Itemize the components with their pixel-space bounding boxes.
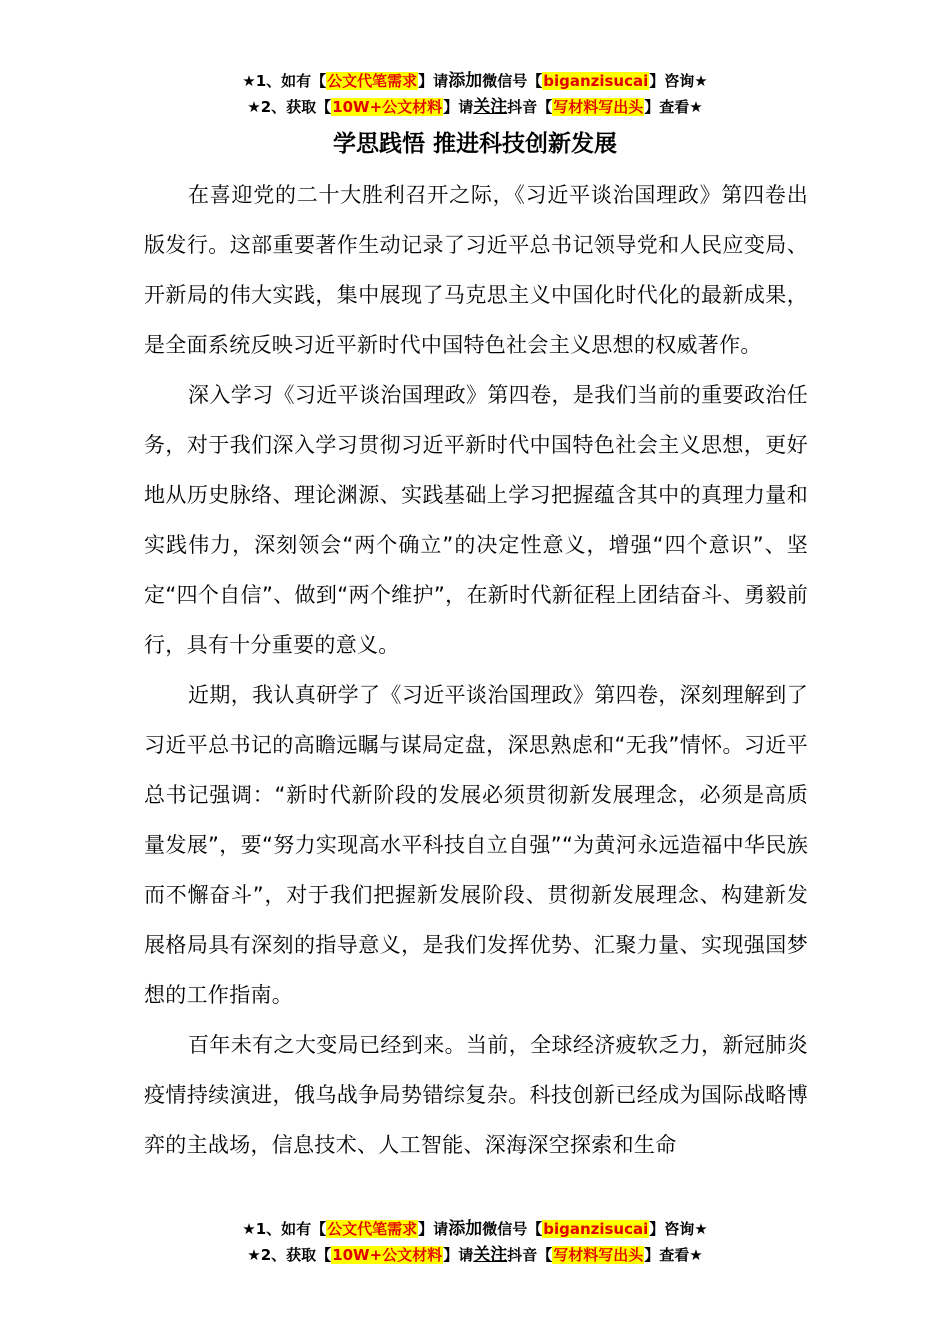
footer-line2-mid1: 】请 bbox=[443, 1246, 474, 1264]
footer-line2-mid2: 抖音【 bbox=[507, 1246, 553, 1264]
paragraph-3: 近期，我认真研学了《习近平谈治国理政》第四卷，深刻理解到了习近平总书记的高瞻远瞩与谋局定盘，深思熟虑和“无我”情怀。习近平总书记强调：“新时代新阶段的发展必须贯彻新发展理念，必须是高质量发展”，要“努力实现高水平科技自立自强”“为黄河永远造福中华民族而不懈奋斗”，对于我们把握新发展阶段、贯彻新发展理念、构建新发展格局具有深刻的指导意义，是我们发挥优势、汇聚力量、实现强国梦想的工作指南。 bbox=[144, 683, 808, 1007]
header-line2-highlight-materials: 10W+公文材料 bbox=[332, 98, 443, 116]
header-line1-highlight-wechat: biganzisucai bbox=[543, 72, 649, 90]
footer-line2-suffix: 】查看★ bbox=[644, 1246, 703, 1264]
footer-banner-line-2 bbox=[0, 1242, 950, 1268]
footer-line2-prefix: ★2、获取【 bbox=[247, 1246, 332, 1264]
header-line1-emphasis: 添加 bbox=[448, 71, 483, 91]
footer-line1-highlight-wechat: biganzisucai bbox=[543, 1220, 649, 1238]
header-line2-emphasis: 关注 bbox=[473, 97, 508, 117]
footer-line1-mid1: 】请 bbox=[418, 1220, 449, 1238]
document-title: 学思践悟 推进科技创新发展 bbox=[332, 131, 617, 157]
footer-line2-highlight-materials: 10W+公文材料 bbox=[332, 1246, 443, 1264]
header-banner-line-1 bbox=[0, 68, 950, 94]
footer-line1-prefix: ★1、如有【 bbox=[242, 1220, 327, 1238]
header-line2-mid2: 抖音【 bbox=[507, 98, 553, 116]
header-line2-mid1: 】请 bbox=[443, 98, 474, 116]
footer-line1-emphasis: 添加 bbox=[448, 1219, 483, 1239]
header-line1-highlight-service: 公文代笔需求 bbox=[327, 72, 418, 90]
paragraph-2: 深入学习《习近平谈治国理政》第四卷，是我们当前的重要政治任务，对于我们深入学习贯彻习近平新时代中国特色社会主义思想，更好地从历史脉络、理论渊源、实践基础上学习把握蕴含其中的真理力量和实践伟力，深刻领会“两个确立”的决定性意义，增强“四个意识”、坚定“四个自信”、做到“两个维护”，在新时代新征程上团结奋斗、勇毅前行，具有十分重要的意义。 bbox=[144, 383, 808, 657]
footer-line1-mid2: 微信号【 bbox=[482, 1220, 543, 1238]
footer-line1-highlight-service: 公文代笔需求 bbox=[327, 1220, 418, 1238]
paragraph-1: 在喜迎党的二十大胜利召开之际，《习近平谈治国理政》第四卷出版发行。这部重要著作生动记录了习近平总书记领导党和人民应变局、开新局的伟大实践，集中展现了马克思主义中国化时代化的最新成果，是全面系统反映习近平新时代中国特色社会主义思想的权威著作。 bbox=[144, 183, 808, 357]
footer-line2-highlight-douyin: 写材料写出头 bbox=[553, 1246, 644, 1264]
footer-banner bbox=[0, 1216, 950, 1268]
header-line2-highlight-douyin: 写材料写出头 bbox=[553, 98, 644, 116]
header-banner bbox=[0, 68, 950, 120]
header-line2-prefix: ★2、获取【 bbox=[247, 98, 332, 116]
header-line1-suffix: 】咨询★ bbox=[649, 72, 708, 90]
header-banner-line-2 bbox=[0, 94, 950, 120]
header-line2-suffix: 】查看★ bbox=[644, 98, 703, 116]
paragraph-4: 百年未有之大变局已经到来。当前，全球经济疲软乏力，新冠肺炎疫情持续演进，俄乌战争局势错综复杂。科技创新已经成为国际战略博弈的主战场，信息技术、人工智能、深海深空探索和生命 bbox=[144, 1033, 808, 1157]
header-line1-mid1: 】请 bbox=[418, 72, 449, 90]
footer-banner-line-1 bbox=[0, 1216, 950, 1242]
header-line1-prefix: ★1、如有【 bbox=[242, 72, 327, 90]
footer-line2-emphasis: 关注 bbox=[473, 1245, 508, 1265]
header-line1-mid2: 微信号【 bbox=[482, 72, 543, 90]
footer-line1-suffix: 】咨询★ bbox=[649, 1220, 708, 1238]
document-body bbox=[144, 170, 808, 1170]
